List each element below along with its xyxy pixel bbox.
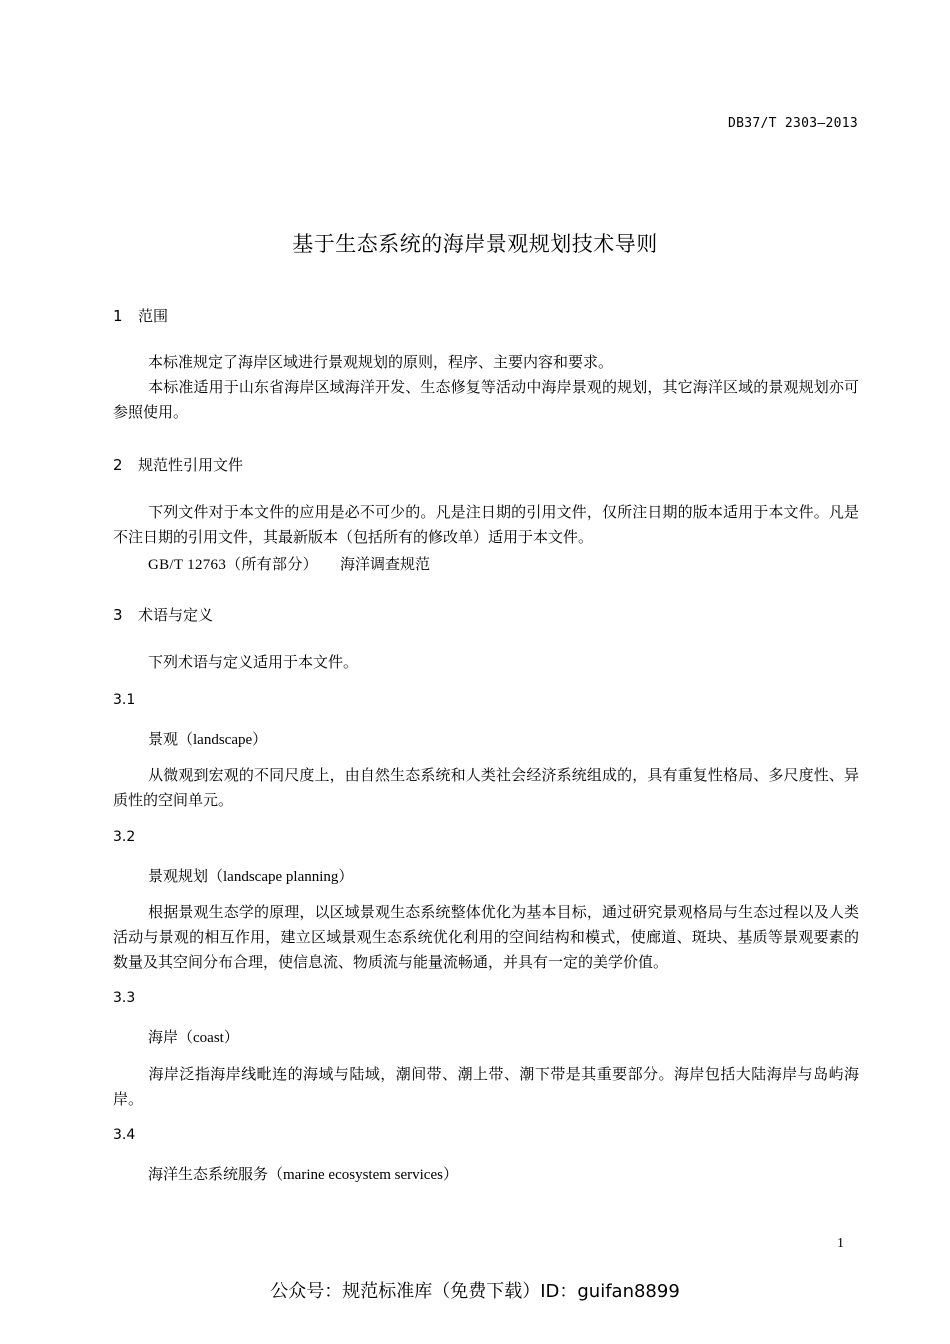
section-3-intro: 下列术语与定义适用于本文件。 — [148, 653, 359, 671]
section-number: 2 — [113, 456, 123, 474]
reference-title: 海洋调查规范 — [339, 555, 430, 573]
page-number: 1 — [837, 1236, 844, 1251]
term-3-3-definition: 海岸泛指海岸线毗连的海域与陆域，潮间带、潮上带、潮下带是其重要部分。海岸包括大陆海岸与岛屿海岸。 — [113, 1065, 859, 1108]
section-1-paragraph-1: 本标准规定了海岸区域进行景观规划的原则，程序、主要内容和要求。 — [148, 353, 614, 371]
page-title: 基于生态系统的海岸景观规划技术导则 — [292, 232, 658, 256]
reference-code: GB/T 12763（所有部分） — [148, 557, 318, 573]
normative-reference — [148, 553, 430, 574]
section-2-heading — [113, 454, 243, 475]
term-3-1-name: 景观（landscape） — [148, 730, 268, 748]
term-3-2-definition: 根据景观生态学的原理，以区域景观生态系统整体优化为基本目标，通过研究景观格局与生态过程以及人类活动与景观的相互作用，建立区域景观生态系统优化利用的空间结构和模式，使廊道、斑块、基质等景观要素的数量及其空间分布合理，使信息流、物质流与能量流畅通，并具有一定的美学价值。 — [113, 903, 859, 971]
section-1-paragraph-2: 本标准适用于山东省海岸区域海洋开发、生态修复等活动中海岸景观的规划，其它海洋区域的景观规划亦可参照使用。 — [113, 378, 859, 421]
section-3-heading — [113, 604, 213, 625]
section-number: 3 — [113, 606, 123, 624]
section-title: 术语与定义 — [138, 606, 214, 624]
term-3-4-name: 海洋生态系统服务（marine ecosystem services） — [148, 1165, 458, 1183]
term-3-3-number: 3.3 — [113, 990, 136, 1006]
term-3-1-number: 3.1 — [113, 692, 136, 708]
section-title: 规范性引用文件 — [138, 456, 244, 474]
document-number: DB37/T 2303—2013 — [727, 116, 858, 131]
section-2-paragraph-1: 下列文件对于本文件的应用是必不可少的。凡是注日期的引用文件，仅所注日期的版本适用于本文件。凡是不注日期的引用文件，其最新版本（包括所有的修改单）适用于本文件。 — [113, 503, 859, 546]
term-3-1-definition: 从微观到宏观的不同尺度上，由自然生态系统和人类社会经济系统组成的，具有重复性格局、多尺度性、异质性的空间单元。 — [113, 766, 859, 809]
term-3-3-name: 海岸（coast） — [148, 1028, 239, 1046]
section-number: 1 — [113, 307, 123, 325]
term-3-2-number: 3.2 — [113, 829, 136, 845]
footer-watermark-text: 公众号：规范标准库（免费下载）ID：guifan8899 — [270, 1281, 680, 1302]
section-title: 范围 — [138, 307, 169, 325]
term-3-2-name: 景观规划（landscape planning） — [148, 867, 354, 885]
term-3-4-number: 3.4 — [113, 1127, 136, 1143]
section-1-heading — [113, 305, 168, 326]
